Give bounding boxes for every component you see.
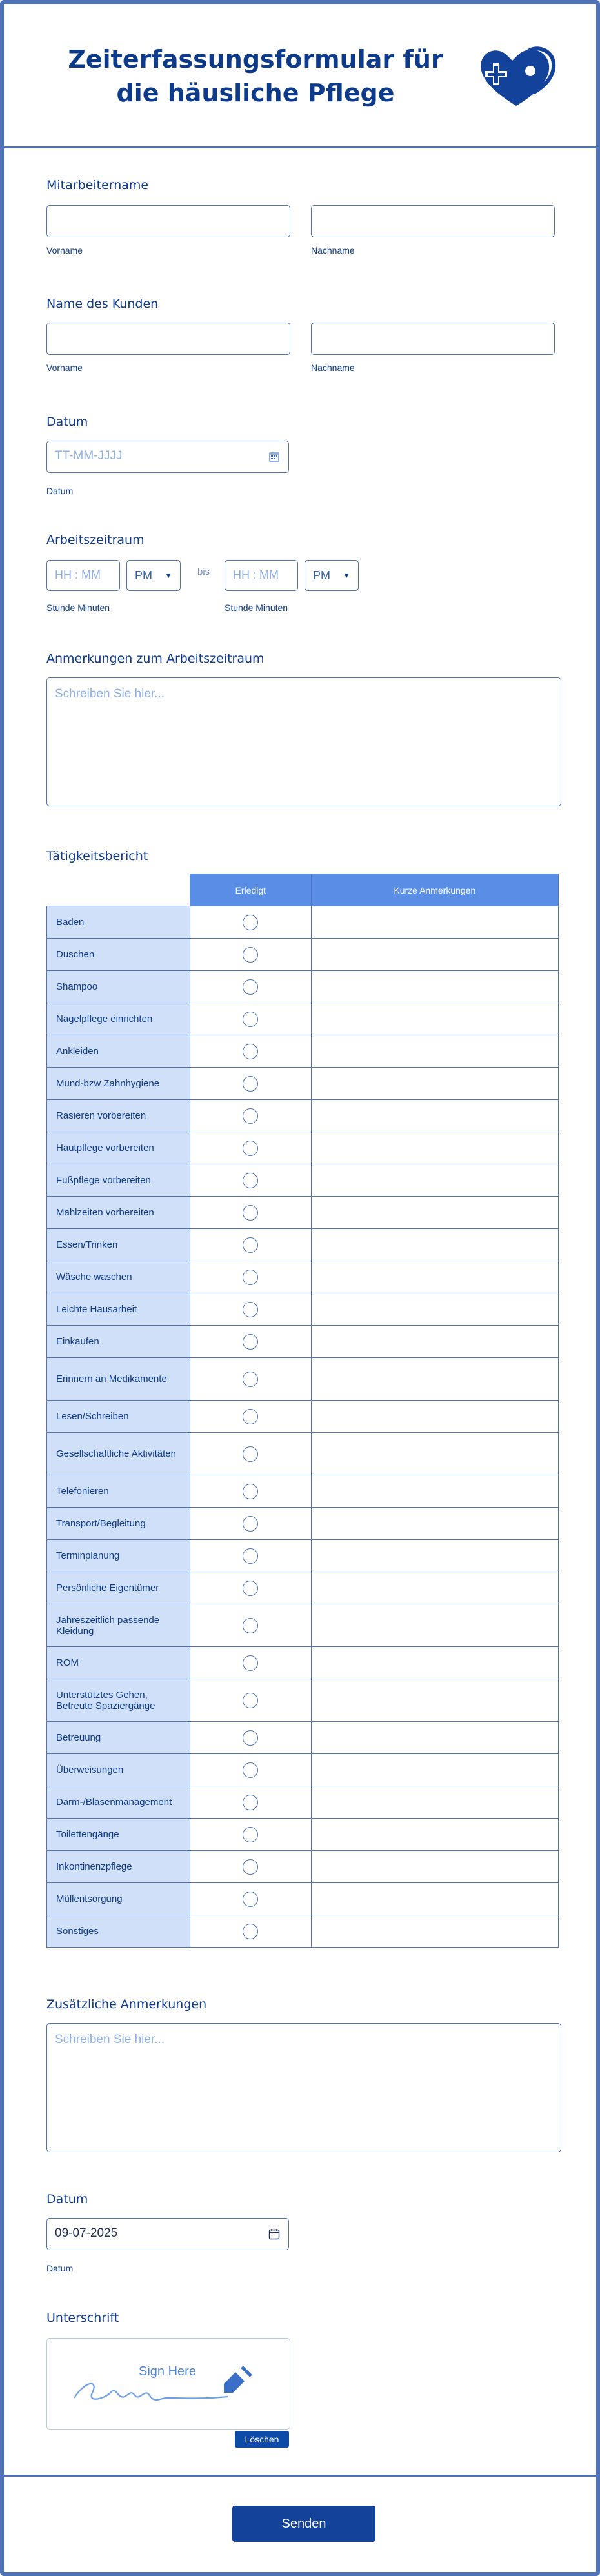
activity-done-radio[interactable]	[243, 1581, 258, 1596]
activity-row-label: Sonstiges	[47, 1915, 190, 1948]
activity-note-input[interactable]	[311, 1540, 558, 1572]
client-first-name-input[interactable]	[46, 323, 290, 355]
activity-row-label: Fußpflege vorbereiten	[47, 1164, 190, 1197]
activity-note-input[interactable]	[311, 1003, 558, 1035]
activity-done-radio[interactable]	[243, 1108, 258, 1124]
activity-row-label: Einkaufen	[47, 1326, 190, 1358]
activity-done-radio[interactable]	[243, 1655, 258, 1671]
activity-done-radio[interactable]	[243, 1270, 258, 1285]
activity-row	[47, 1722, 559, 1754]
activity-row-label: Lesen/Schreiben	[47, 1401, 190, 1433]
activity-note-input[interactable]	[311, 1604, 558, 1647]
activity-row-label: Mund-bzw Zahnhygiene	[47, 1068, 190, 1100]
activity-row-label: Überweisungen	[47, 1754, 190, 1786]
activity-done-radio[interactable]	[243, 1334, 258, 1350]
activity-row-label: Wäsche waschen	[47, 1261, 190, 1293]
activity-note-input[interactable]	[311, 1433, 558, 1475]
time-separator: bis	[197, 566, 210, 577]
clear-signature-button[interactable]: Löschen	[235, 2431, 289, 2448]
end-ampm-value: PM	[313, 568, 330, 582]
activity-row-label: Mahlzeiten vorbereiten	[47, 1197, 190, 1229]
activity-done-radio[interactable]	[243, 1044, 258, 1059]
activity-note-input[interactable]	[311, 1132, 558, 1164]
activity-done-cell	[190, 906, 311, 939]
activity-note-input[interactable]	[311, 1647, 558, 1679]
activity-note-input[interactable]	[311, 1572, 558, 1604]
activity-done-cell	[190, 1433, 311, 1475]
activity-note-input[interactable]	[311, 939, 558, 971]
activity-row	[47, 1003, 559, 1035]
activity-row-label: Terminplanung	[47, 1540, 190, 1572]
activity-done-radio[interactable]	[243, 1076, 258, 1092]
signature-scribble-icon	[73, 2361, 266, 2412]
additional-notes-placeholder: Schreiben Sie hier...	[55, 2033, 165, 2046]
activity-note-input[interactable]	[311, 1475, 558, 1508]
activity-done-cell	[190, 1475, 311, 1508]
date-placeholder: TT-MM-JJJJ	[55, 449, 123, 463]
activity-done-cell	[190, 1722, 311, 1754]
activity-done-radio[interactable]	[243, 1859, 258, 1875]
employee-first-name-input[interactable]	[46, 205, 290, 237]
end-time-input[interactable]	[225, 560, 298, 591]
period-notes-label: Anmerkungen zum Arbeitszeitraum	[46, 652, 265, 666]
period-notes-section	[46, 652, 563, 813]
activity-note-input[interactable]	[311, 1164, 558, 1197]
activity-note-input[interactable]	[311, 1100, 558, 1132]
activity-done-radio[interactable]	[243, 1730, 258, 1746]
signature-label: Unterschrift	[46, 2311, 119, 2325]
activity-note-input[interactable]	[311, 1197, 558, 1229]
activity-done-cell	[190, 1819, 311, 1851]
date-section	[46, 415, 563, 496]
activity-done-cell	[190, 1604, 311, 1647]
chevron-down-icon: ▼	[165, 571, 172, 580]
end-time-placeholder: HH : MM	[233, 568, 279, 581]
date2-sub: Datum	[46, 2263, 74, 2273]
activity-done-radio[interactable]	[243, 1618, 258, 1633]
activity-done-cell	[190, 1508, 311, 1540]
employee-name-section	[46, 178, 563, 255]
activity-done-cell	[190, 1229, 311, 1261]
activity-note-input[interactable]	[311, 1722, 558, 1754]
additional-notes-label: Zusätzliche Anmerkungen	[46, 1997, 207, 2012]
submit-button[interactable]: Senden	[232, 2506, 375, 2542]
activity-row	[47, 939, 559, 971]
activity-done-cell	[190, 1164, 311, 1197]
activity-label: Tätigkeitsbericht	[46, 849, 148, 863]
date-input[interactable]	[46, 441, 289, 473]
activity-done-cell	[190, 1100, 311, 1132]
activity-done-radio[interactable]	[243, 1409, 258, 1424]
activity-done-radio[interactable]	[243, 915, 258, 930]
work-period-section	[46, 533, 563, 617]
activity-row	[47, 1883, 559, 1915]
activity-row	[47, 1819, 559, 1851]
client-last-name-input[interactable]	[311, 323, 555, 355]
activity-row	[47, 1261, 559, 1293]
start-time-input[interactable]	[46, 560, 120, 591]
activity-done-radio[interactable]	[243, 1762, 258, 1778]
date2-input[interactable]	[46, 2218, 289, 2250]
activity-note-input[interactable]	[311, 1035, 558, 1068]
activity-done-cell	[190, 1293, 311, 1326]
client-last-sub: Nachname	[311, 363, 355, 373]
form-header	[4, 4, 596, 148]
activity-done-radio[interactable]	[243, 947, 258, 963]
date-sub: Datum	[46, 486, 74, 496]
activity-row-label: Persönliche Eigentümer	[47, 1572, 190, 1604]
activity-row-label: Darm-/Blasenmanagement	[47, 1786, 190, 1819]
activity-row-label: Müllentsorgung	[47, 1883, 190, 1915]
calendar-icon[interactable]	[268, 450, 281, 463]
activity-done-radio[interactable]	[243, 1141, 258, 1156]
employee-last-name-input[interactable]	[311, 205, 555, 237]
activity-done-cell	[190, 1883, 311, 1915]
activity-done-cell	[190, 1358, 311, 1401]
activity-done-cell	[190, 1851, 311, 1883]
activity-row	[47, 1358, 559, 1401]
activity-done-cell	[190, 1679, 311, 1722]
activity-done-cell	[190, 1003, 311, 1035]
activity-done-radio[interactable]	[243, 1173, 258, 1188]
activity-row-label: Hautpflege vorbereiten	[47, 1132, 190, 1164]
activity-row	[47, 1851, 559, 1883]
activity-note-input[interactable]	[311, 1883, 558, 1915]
start-ampm-select[interactable]	[126, 560, 181, 591]
activity-row	[47, 906, 559, 939]
footer-divider	[4, 2475, 596, 2477]
activity-done-radio[interactable]	[243, 1372, 258, 1387]
activity-note-input[interactable]	[311, 1326, 558, 1358]
additional-notes-section	[46, 1997, 563, 2159]
activity-done-cell	[190, 1754, 311, 1786]
activity-done-cell	[190, 1035, 311, 1068]
activity-row	[47, 1475, 559, 1508]
additional-notes-textarea[interactable]	[46, 2023, 561, 2152]
period-notes-textarea[interactable]	[46, 677, 561, 806]
activity-row-label: Erinnern an Medikamente	[47, 1358, 190, 1401]
date-label: Datum	[46, 415, 88, 429]
activity-note-input[interactable]	[311, 1786, 558, 1819]
activity-row-label: Telefonieren	[47, 1475, 190, 1508]
activity-row-label: Unterstütztes Gehen, Betreute Spaziergänge	[47, 1679, 190, 1722]
activity-row	[47, 1679, 559, 1722]
activity-row	[47, 1786, 559, 1819]
activity-done-radio[interactable]	[243, 979, 258, 995]
activity-row	[47, 1100, 559, 1132]
activity-note-input[interactable]	[311, 1679, 558, 1722]
activity-row-label: Jahreszeitlich passende Kleidung	[47, 1604, 190, 1647]
activity-note-input[interactable]	[311, 1401, 558, 1433]
activity-done-cell	[190, 1068, 311, 1100]
activity-done-cell	[190, 1647, 311, 1679]
end-time-sub: Stunde Minuten	[225, 603, 288, 613]
activity-note-input[interactable]	[311, 971, 558, 1003]
activity-row	[47, 1572, 559, 1604]
activity-note-input[interactable]	[311, 1508, 558, 1540]
activity-row	[47, 971, 559, 1003]
heart-care-logo-icon	[474, 43, 556, 111]
activity-row-label: Essen/Trinken	[47, 1229, 190, 1261]
activity-done-radio[interactable]	[243, 1205, 258, 1221]
activity-row-label: Leichte Hausarbeit	[47, 1293, 190, 1326]
activity-row	[47, 1229, 559, 1261]
activity-row	[47, 1293, 559, 1326]
activity-row	[47, 1915, 559, 1948]
client-name-section	[46, 297, 563, 374]
activity-note-input[interactable]	[311, 1293, 558, 1326]
activity-done-radio[interactable]	[243, 1892, 258, 1907]
activity-done-radio[interactable]	[243, 1302, 258, 1317]
activity-note-input[interactable]	[311, 1068, 558, 1100]
activity-row-label: Baden	[47, 906, 190, 939]
activity-done-cell	[190, 1132, 311, 1164]
activity-row	[47, 1540, 559, 1572]
activity-done-radio[interactable]	[243, 1516, 258, 1532]
activity-row-label: ROM	[47, 1647, 190, 1679]
activity-row	[47, 1433, 559, 1475]
activity-table	[46, 874, 559, 1948]
work-period-label: Arbeitszeitraum	[46, 533, 145, 547]
activity-row-label: Nagelpflege einrichten	[47, 1003, 190, 1035]
date2-value: 09-07-2025	[55, 2226, 118, 2240]
employee-last-sub: Nachname	[311, 245, 355, 255]
activity-done-radio[interactable]	[243, 1012, 258, 1027]
activity-row-label: Transport/Begleitung	[47, 1508, 190, 1540]
activity-row	[47, 1604, 559, 1647]
activity-done-cell	[190, 939, 311, 971]
activity-row-label: Betreuung	[47, 1722, 190, 1754]
activity-row	[47, 1197, 559, 1229]
activity-note-input[interactable]	[311, 1754, 558, 1786]
activity-row	[47, 1401, 559, 1433]
activity-done-radio[interactable]	[243, 1795, 258, 1810]
activity-done-radio[interactable]	[243, 1446, 258, 1462]
activity-done-cell	[190, 1540, 311, 1572]
activity-row	[47, 1035, 559, 1068]
activity-done-cell	[190, 1572, 311, 1604]
activity-header-done: Erledigt	[190, 874, 311, 906]
activity-done-cell	[190, 1197, 311, 1229]
activity-done-cell	[190, 1326, 311, 1358]
activity-note-input[interactable]	[311, 906, 558, 939]
activity-row	[47, 1132, 559, 1164]
activity-row	[47, 1754, 559, 1786]
activity-row-label: Gesellschaftliche Aktivitäten	[47, 1433, 190, 1475]
activity-row	[47, 1326, 559, 1358]
activity-note-input[interactable]	[311, 1358, 558, 1401]
end-ampm-select[interactable]	[305, 560, 359, 591]
activity-done-cell	[190, 1261, 311, 1293]
activity-done-radio[interactable]	[243, 1693, 258, 1708]
signature-placeholder: Sign Here	[139, 2364, 196, 2379]
activity-done-cell	[190, 971, 311, 1003]
activity-row	[47, 1164, 559, 1197]
activity-done-radio[interactable]	[243, 1548, 258, 1564]
activity-row-label: Rasieren vorbereiten	[47, 1100, 190, 1132]
signature-section	[46, 2311, 563, 2440]
form-title: Zeiterfassungsformular für die häusliche Pflege	[68, 45, 443, 107]
activity-section	[46, 849, 563, 868]
client-name-label: Name des Kunden	[46, 297, 159, 311]
activity-done-radio[interactable]	[243, 1924, 258, 1939]
activity-row-label: Shampoo	[47, 971, 190, 1003]
activity-done-radio[interactable]	[243, 1484, 258, 1499]
calendar-icon[interactable]	[268, 2228, 281, 2241]
start-ampm-value: PM	[135, 568, 152, 582]
activity-note-input[interactable]	[311, 1915, 558, 1948]
activity-row	[47, 1647, 559, 1679]
start-time-sub: Stunde Minuten	[46, 603, 110, 613]
employee-name-label: Mitarbeitername	[46, 178, 149, 192]
activity-note-input[interactable]	[311, 1229, 558, 1261]
activity-row	[47, 1068, 559, 1100]
activity-row-label: Toilettengänge	[47, 1819, 190, 1851]
activity-note-input[interactable]	[311, 1261, 558, 1293]
period-notes-placeholder: Schreiben Sie hier...	[55, 687, 165, 701]
date2-section	[46, 2192, 563, 2273]
activity-done-cell	[190, 1401, 311, 1433]
activity-note-input[interactable]	[311, 1819, 558, 1851]
activity-row-label: Duschen	[47, 939, 190, 971]
signature-pad[interactable]	[46, 2338, 290, 2430]
start-time-placeholder: HH : MM	[55, 568, 101, 581]
activity-done-cell	[190, 1915, 311, 1948]
employee-first-sub: Vorname	[46, 245, 83, 255]
activity-header-notes: Kurze Anmerkungen	[311, 874, 558, 906]
activity-done-radio[interactable]	[243, 1237, 258, 1253]
client-first-sub: Vorname	[46, 363, 83, 373]
activity-header-blank	[47, 874, 190, 906]
chevron-down-icon: ▼	[343, 571, 350, 580]
activity-done-cell	[190, 1786, 311, 1819]
activity-row-label: Ankleiden	[47, 1035, 190, 1068]
activity-note-input[interactable]	[311, 1851, 558, 1883]
date2-label: Datum	[46, 2192, 88, 2206]
activity-row	[47, 1508, 559, 1540]
activity-done-radio[interactable]	[243, 1827, 258, 1842]
activity-row-label: Inkontinenzpflege	[47, 1851, 190, 1883]
